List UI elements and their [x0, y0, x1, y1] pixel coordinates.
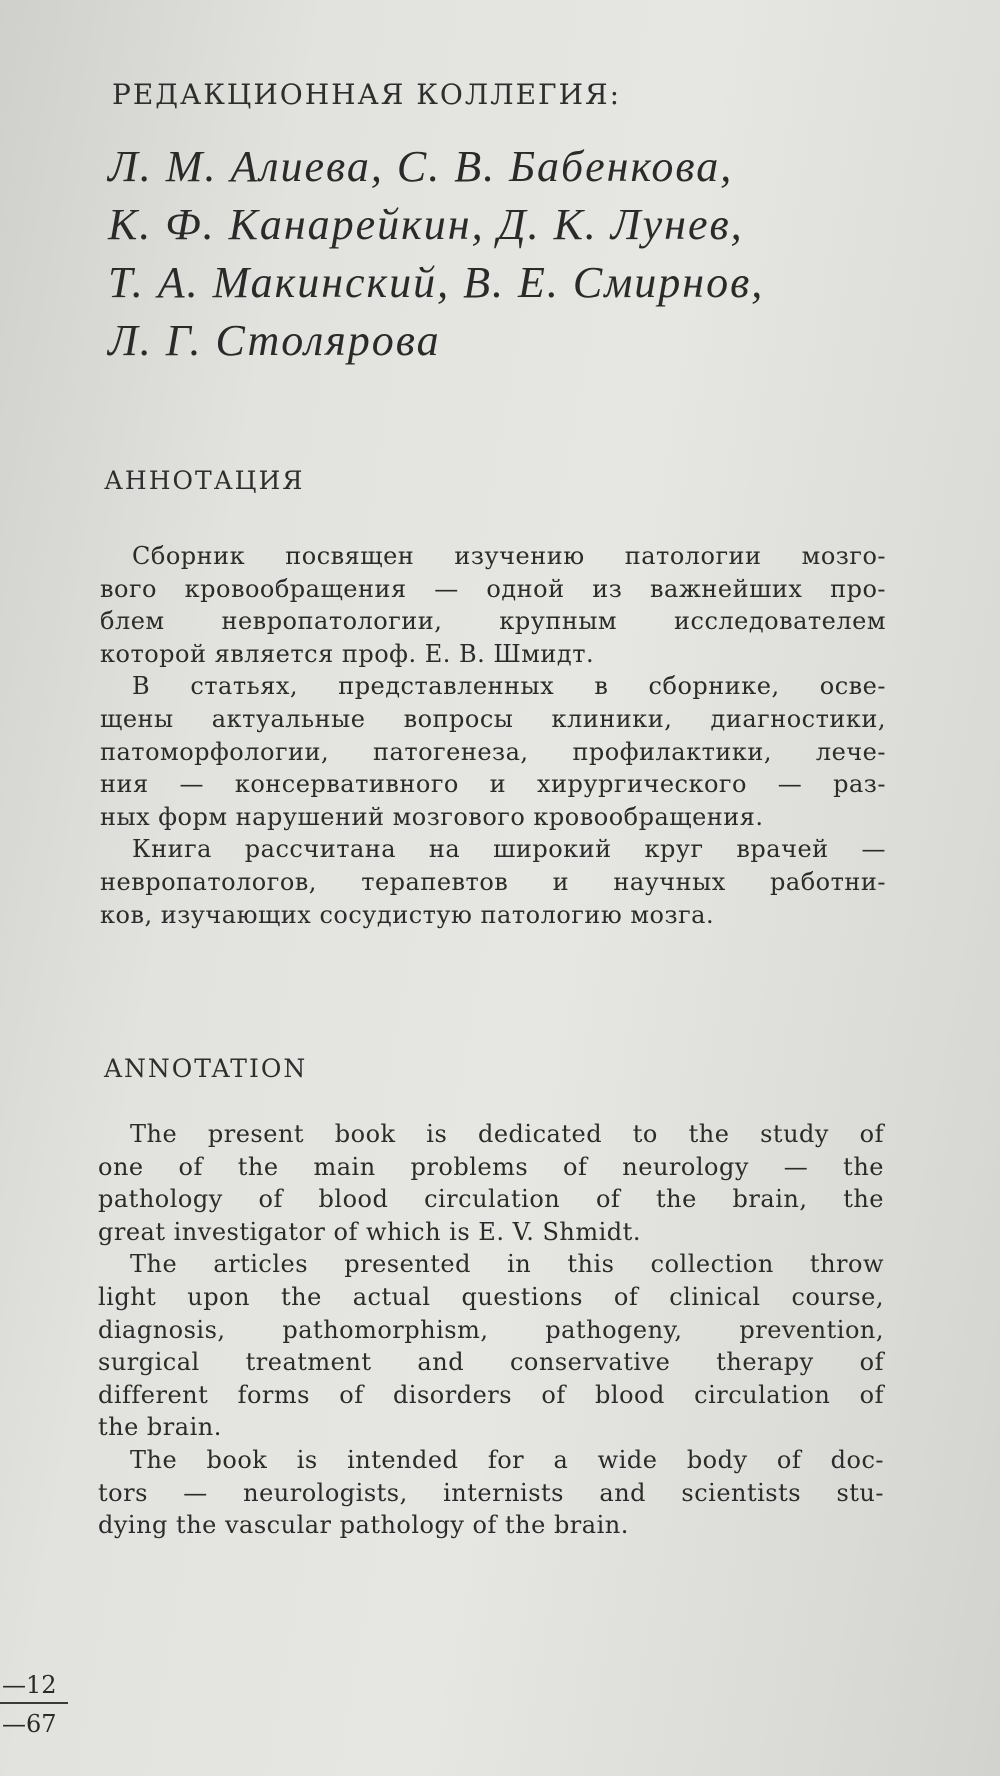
text-line: the brain.	[98, 1413, 222, 1442]
editorial-board-names	[108, 138, 968, 370]
text-line: The present book is dedicated to the study of	[130, 1120, 884, 1148]
board-name-line: Л. М. Алиева, С. В. Бабенкова,	[108, 142, 734, 191]
text-line: ных форм нарушений мозгового кровообращения.	[100, 802, 764, 831]
text-line: The articles presented in this collection throw	[130, 1250, 884, 1279]
annotation-ru-heading: АННОТАЦИЯ	[104, 466, 305, 495]
text-line: one of the main problems of neurology — the	[98, 1152, 884, 1181]
text-line: great investigator of which is E. V. Shmidt.	[98, 1217, 641, 1246]
text-line: surgical treatment and conservative therapy of	[98, 1348, 884, 1377]
text-line: Книга рассчитана на широкий круг врачей —	[132, 835, 886, 864]
board-name-line: К. Ф. Канарейкин, Д. К. Лунев,	[108, 200, 744, 249]
text-line: В статьях, представленных в сборнике, осве-	[132, 672, 886, 701]
board-name-line: Т. А. Макинский, В. Е. Смирнов,	[108, 258, 765, 307]
index-numerator: —12	[2, 1671, 57, 1699]
text-line: вого кровообращения — одной из важнейших про-	[100, 574, 886, 603]
text-line: невропатологов, терапевтов и научных работни-	[100, 867, 886, 896]
editorial-board-heading: РЕДАКЦИОННАЯ КОЛЛЕГИЯ:	[112, 78, 622, 111]
text-line: щены актуальные вопросы клиники, диагностики,	[100, 704, 886, 733]
annotation-en-text	[98, 1118, 884, 1542]
catalog-index-mark	[0, 1668, 70, 1744]
text-line: pathology of blood circulation of the brain, the	[98, 1185, 884, 1214]
index-denominator: —67	[2, 1710, 57, 1738]
board-name-line: Л. Г. Столярова	[108, 316, 441, 365]
text-line: light upon the actual questions of clinical course,	[98, 1282, 884, 1311]
text-line: The book is intended for a wide body of doc-	[130, 1445, 884, 1474]
annotation-ru-text	[100, 540, 886, 931]
text-line: блем невропатологии, крупным исследователем	[100, 607, 886, 636]
text-line: different forms of disorders of blood circulation of	[98, 1380, 884, 1409]
text-line: tors — neurologists, internists and scientists stu-	[98, 1478, 884, 1507]
text-line: diagnosis, pathomorphism, pathogeny, prevention,	[98, 1315, 884, 1344]
text-line: dying the vascular pathology of the brain.	[98, 1511, 629, 1540]
text-line: патоморфологии, патогенеза, профилактики, лече-	[100, 737, 886, 766]
text-line: ния — консервативного и хирургического — раз-	[100, 770, 886, 799]
text-line: Сборник посвящен изучению патологии мозго-	[132, 542, 886, 570]
annotation-en-heading: ANNOTATION	[104, 1054, 308, 1083]
text-line: которой является проф. Е. В. Шмидт.	[100, 639, 595, 668]
text-line: ков, изучающих сосудистую патологию мозга.	[100, 900, 715, 929]
